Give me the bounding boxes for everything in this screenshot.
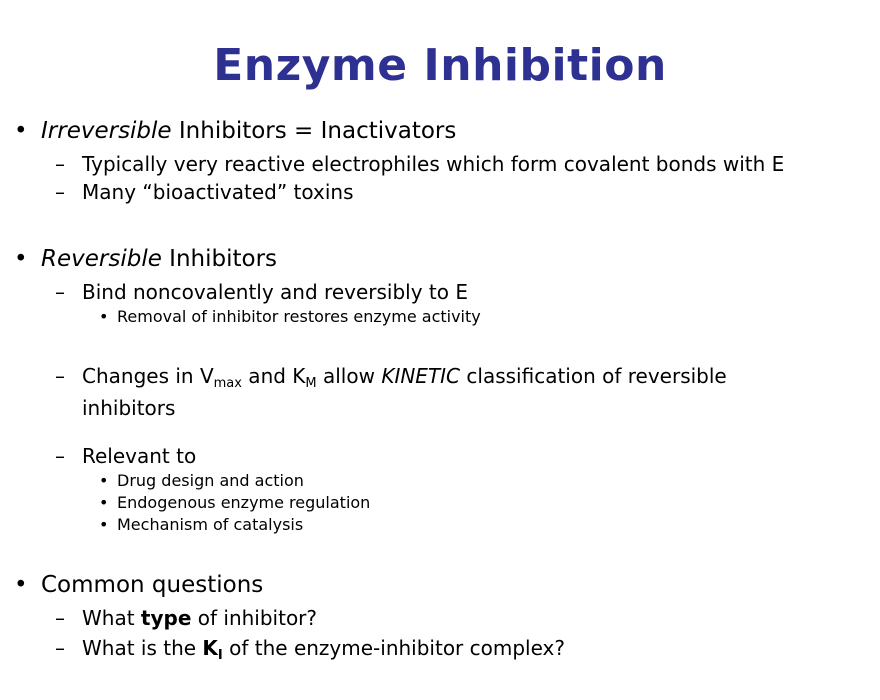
list-item (0, 278, 880, 306)
list-item (0, 150, 880, 178)
text-segment: type (140, 606, 192, 630)
text-segment: of the enzyme-inhibitor complex? (222, 636, 566, 660)
list-item (0, 604, 880, 632)
text-segment: K (202, 636, 218, 660)
dot-bullet-marker: • (14, 572, 28, 598)
list-item-text (82, 442, 880, 470)
list-item-text (82, 278, 880, 306)
list-item-text (41, 570, 880, 600)
text-segment: Relevant to (82, 444, 197, 468)
text-segment: Many “bioactivated” toxins (82, 180, 354, 204)
text-segment: inhibitors (82, 396, 176, 420)
text-segment: and K (241, 364, 306, 388)
list-item-text (41, 116, 880, 146)
dash-bullet-marker: – (55, 280, 65, 304)
dash-bullet-marker: – (55, 636, 65, 660)
text-segment: Irreversible (41, 118, 172, 144)
list-item-text (82, 178, 880, 206)
list-item (0, 244, 880, 274)
text-segment: Inhibitors = Inactivators (171, 118, 457, 144)
slide (0, 40, 880, 700)
list-item (0, 492, 880, 514)
list-item (0, 634, 880, 666)
list-item-text (41, 244, 880, 274)
list-item (0, 514, 880, 536)
list-item-text (117, 306, 880, 328)
text-segment: max (213, 375, 242, 391)
list-item (0, 116, 880, 146)
dot-bullet-marker: • (99, 471, 109, 490)
text-segment: classification of reversible (460, 364, 727, 388)
dot-bullet-marker: • (99, 307, 109, 326)
dot-bullet-marker: • (14, 118, 28, 144)
list-item (0, 178, 880, 206)
text-segment: M (305, 375, 317, 391)
list-item (0, 570, 880, 600)
list-item (0, 470, 880, 492)
text-segment: KINETIC (381, 364, 461, 388)
text-segment: Endogenous enzyme regulation (117, 493, 371, 512)
dot-bullet-marker: • (99, 493, 109, 512)
list-item (0, 442, 880, 470)
dash-bullet-marker: – (55, 152, 65, 176)
list-item-text (117, 514, 880, 536)
dash-bullet-marker: – (55, 180, 65, 204)
list-item-text (117, 470, 880, 492)
list-item-text (117, 492, 880, 514)
text-segment: Common questions (41, 572, 264, 598)
text-segment: Mechanism of catalysis (117, 515, 304, 534)
dash-bullet-marker: – (55, 444, 65, 468)
text-segment: Drug design and action (117, 471, 304, 490)
dash-bullet-marker: – (55, 606, 65, 630)
list-item-text (82, 634, 880, 666)
list-item (0, 362, 880, 422)
text-segment: I (217, 647, 223, 663)
slide-title: Enzyme Inhibition (213, 40, 667, 91)
text-segment: Removal of inhibitor restores enzyme activity (117, 307, 481, 326)
text-segment: Inhibitors (161, 246, 278, 272)
list-item (0, 306, 880, 328)
list-item-text (82, 362, 880, 422)
text-segment: of inhibitor? (191, 606, 318, 630)
bullet-list (0, 116, 880, 666)
text-segment: What (82, 606, 141, 630)
text-segment: Changes in V (82, 364, 214, 388)
text-segment: allow (316, 364, 382, 388)
list-item-text (82, 150, 880, 178)
text-segment: Bind noncovalently and reversibly to E (82, 280, 468, 304)
dash-bullet-marker: – (55, 364, 65, 388)
dot-bullet-marker: • (99, 515, 109, 534)
text-segment: What is the (82, 636, 203, 660)
text-segment: Reversible (41, 246, 162, 272)
dot-bullet-marker: • (14, 246, 28, 272)
text-segment: Typically very reactive electrophiles which form covalent bonds with E (82, 152, 785, 176)
list-item-text (82, 604, 880, 632)
